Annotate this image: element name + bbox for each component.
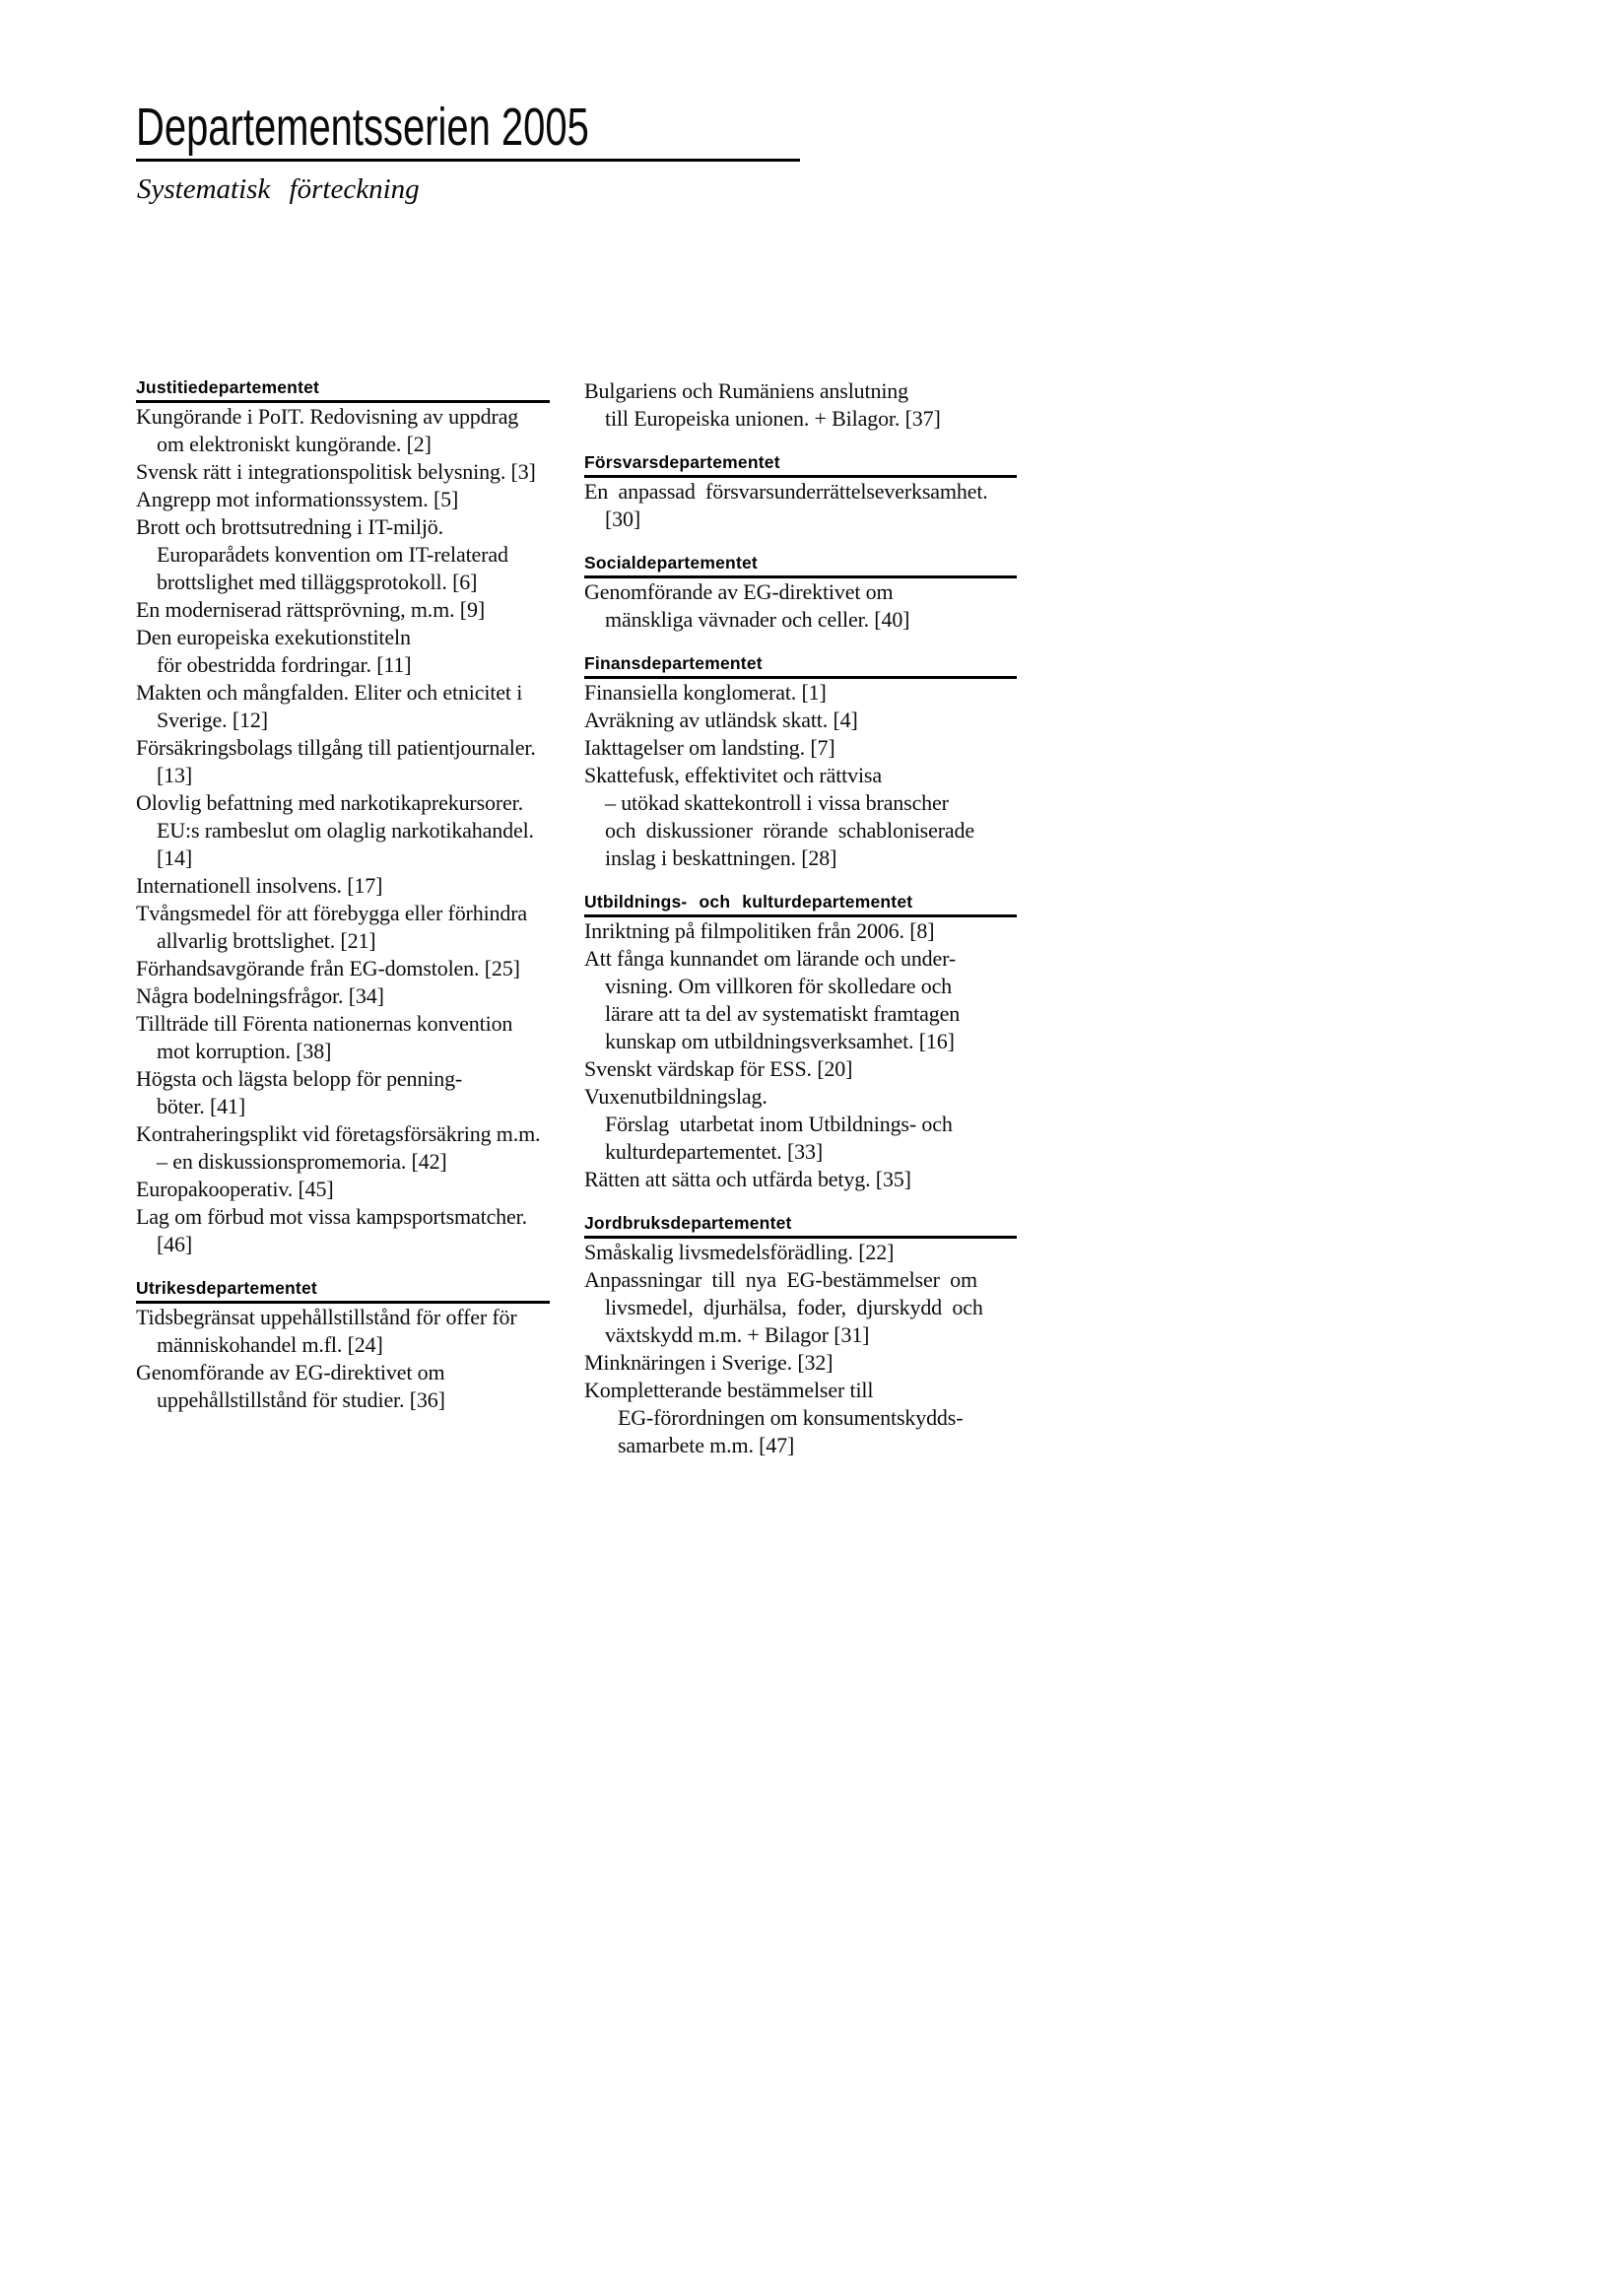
catalog-entry (584, 917, 1017, 945)
department-heading: Utbildnings- och kulturdepartementet (584, 892, 1017, 917)
entry-line: mänskliga vävnader och celler. [40] (605, 607, 910, 632)
entry-line: Den europeiska exekutionstiteln (136, 625, 411, 649)
entry-line: Tidsbegränsat uppehållstillstånd för offer för (136, 1305, 517, 1329)
catalog-entry (136, 486, 550, 513)
entry-line: och diskussioner rörande schabloniserade (605, 818, 974, 843)
entry-line: kunskap om utbildningsverksamhet. [16] (605, 1029, 955, 1053)
entry-line: EG-förordningen om konsumentskydds- (618, 1405, 964, 1430)
title-rule (136, 159, 800, 162)
entry-line: En moderniserad rättsprövning, m.m. [9] (136, 597, 486, 622)
entry-line: visning. Om villkoren för skolledare och (605, 974, 953, 998)
entry-line: inslag i beskattningen. [28] (605, 845, 837, 870)
entry-line: Förhandsavgörande från EG-domstolen. [25] (136, 956, 520, 980)
catalog-entry (136, 1304, 550, 1359)
entry-line: allvarlig brottslighet. [21] (157, 928, 376, 953)
catalog-entry (584, 1166, 1017, 1193)
catalog-entry (584, 707, 1017, 734)
entry-line: [46] (157, 1232, 193, 1256)
department-heading: Finansdepartementet (584, 653, 1017, 679)
catalog-entry (136, 596, 550, 624)
catalog-entry (136, 1176, 550, 1203)
left-column (136, 377, 550, 1414)
catalog-entry (584, 1239, 1017, 1266)
entry-line: Internationell insolvens. [17] (136, 873, 383, 898)
entry-line: Kontraheringsplikt vid företagsförsäkring m.m. (136, 1121, 541, 1146)
entry-line: Svensk rätt i integrationspolitisk belysning. [3] (136, 459, 536, 484)
department-heading: Försvarsdepartementet (584, 452, 1017, 478)
catalog-entry (584, 578, 1017, 634)
catalog-entry (584, 679, 1017, 707)
entry-line: Genomförande av EG-direktivet om (584, 579, 894, 604)
page-title: Departementsserien 2005 (136, 98, 589, 157)
department-section (584, 377, 1017, 433)
catalog-entry (136, 1010, 550, 1065)
catalog-entry (584, 734, 1017, 762)
catalog-entry (136, 513, 550, 596)
catalog-entry (136, 458, 550, 486)
entry-line: lärare att ta del av systematiskt framtagen (605, 1001, 961, 1026)
entry-line: livsmedel, djurhälsa, foder, djurskydd och (605, 1295, 983, 1319)
entry-line: Minknäringen i Sverige. [32] (584, 1350, 834, 1375)
entry-line: växtskydd m.m. + Bilagor [31] (605, 1322, 870, 1347)
entry-line: samarbete m.m. [47] (618, 1433, 795, 1457)
catalog-entry (136, 982, 550, 1010)
entry-line: Iakttagelser om landsting. [7] (584, 735, 835, 760)
catalog-entry (136, 624, 550, 679)
entry-line: [14] (157, 845, 193, 870)
catalog-entry (136, 1065, 550, 1120)
entry-line: kulturdepartementet. [33] (605, 1139, 824, 1164)
entry-line: – utökad skattekontroll i vissa branscher (605, 790, 949, 815)
page-subtitle: Systematisk förteckning (137, 173, 420, 205)
catalog-entry (584, 945, 1017, 1055)
department-heading: Justitiedepartementet (136, 377, 550, 403)
entry-line: Genomförande av EG-direktivet om (136, 1360, 445, 1384)
entry-line: Lag om förbud mot vissa kampsportsmatcher. (136, 1204, 527, 1229)
entry-line: [30] (605, 506, 641, 531)
entry-line: Rätten att sätta och utfärda betyg. [35] (584, 1167, 911, 1191)
entry-line: Att fånga kunnandet om lärande och under- (584, 946, 957, 971)
catalog-entry (584, 1349, 1017, 1377)
catalog-entry (136, 900, 550, 955)
entry-line: Inriktning på filmpolitiken från 2006. [8] (584, 918, 935, 943)
entry-line: Kungörande i PoIT. Redovisning av uppdrag (136, 404, 519, 429)
entry-line: Angrepp mot informationssystem. [5] (136, 487, 459, 511)
catalog-entry (584, 377, 1017, 433)
entry-line: Brott och brottsutredning i IT-miljö. (136, 514, 444, 539)
catalog-entry (136, 1120, 550, 1176)
entry-line: Avräkning av utländsk skatt. [4] (584, 708, 858, 732)
department-heading: Socialdepartementet (584, 553, 1017, 578)
entry-line: Skattefusk, effektivitet och rättvisa (584, 763, 882, 787)
entry-line: uppehållstillstånd för studier. [36] (157, 1387, 445, 1412)
catalog-entry (584, 1083, 1017, 1166)
right-column (584, 377, 1017, 1459)
entry-line: [13] (157, 763, 193, 787)
entry-line: för obestridda fordringar. [11] (157, 652, 412, 677)
entry-line: Sverige. [12] (157, 708, 268, 732)
catalog-entry (136, 872, 550, 900)
department-heading: Jordbruksdepartementet (584, 1213, 1017, 1239)
entry-line: Vuxenutbildningslag. (584, 1084, 767, 1109)
department-section (584, 1213, 1017, 1459)
entry-line: Bulgariens och Rumäniens anslutning (584, 378, 908, 403)
entry-line: Europakooperativ. [45] (136, 1177, 334, 1201)
entry-line: En anpassad försvarsunderrättelseverksamhet. (584, 479, 988, 504)
entry-line: Tillträde till Förenta nationernas konvention (136, 1011, 513, 1036)
entry-line: Anpassningar till nya EG-bestämmelser om (584, 1267, 977, 1292)
catalog-entry (584, 762, 1017, 872)
entry-line: Några bodelningsfrågor. [34] (136, 983, 384, 1008)
entry-line: brottslighet med tilläggsprotokoll. [6] (157, 570, 478, 594)
catalog-entry (136, 955, 550, 982)
entry-line: Försäkringsbolags tillgång till patientjournaler. (136, 735, 536, 760)
catalog-entry (584, 1377, 1017, 1459)
entry-line: – en diskussionspromemoria. [42] (157, 1149, 447, 1174)
catalog-entry (584, 1266, 1017, 1349)
entry-line: Svenskt värdskap för ESS. [20] (584, 1056, 853, 1081)
entry-line: Europarådets konvention om IT-relaterad (157, 542, 508, 567)
catalog-entry (136, 403, 550, 458)
entry-line: om elektroniskt kungörande. [2] (157, 432, 432, 456)
entry-line: Småskalig livsmedelsförädling. [22] (584, 1240, 895, 1264)
entry-line: Kompletterande bestämmelser till (584, 1378, 874, 1402)
catalog-entry (136, 1359, 550, 1414)
entry-line: EU:s rambeslut om olaglig narkotikahandel. (157, 818, 534, 843)
catalog-entry (136, 734, 550, 789)
department-section (584, 653, 1017, 872)
department-section (136, 377, 550, 1258)
department-section (584, 452, 1017, 533)
department-section (584, 553, 1017, 634)
catalog-entry (136, 679, 550, 734)
entry-line: till Europeiska unionen. + Bilagor. [37] (605, 406, 941, 431)
entry-line: Olovlig befattning med narkotikaprekursorer. (136, 790, 523, 815)
catalog-entry (136, 1203, 550, 1258)
entry-line: Förslag utarbetat inom Utbildnings- och (605, 1112, 953, 1136)
entry-line: böter. [41] (157, 1094, 245, 1118)
department-section (136, 1278, 550, 1414)
catalog-entry (136, 789, 550, 872)
entry-line: människohandel m.fl. [24] (157, 1332, 383, 1357)
catalog-entry (584, 1055, 1017, 1083)
department-heading: Utrikesdepartementet (136, 1278, 550, 1304)
entry-line: Högsta och lägsta belopp för penning- (136, 1066, 463, 1091)
entry-line: Finansiella konglomerat. [1] (584, 680, 827, 705)
entry-line: Tvångsmedel för att förebygga eller förhindra (136, 901, 528, 925)
department-section (584, 892, 1017, 1193)
catalog-entry (584, 478, 1017, 533)
entry-line: Makten och mångfalden. Eliter och etnicitet i (136, 680, 523, 705)
entry-line: mot korruption. [38] (157, 1039, 332, 1063)
